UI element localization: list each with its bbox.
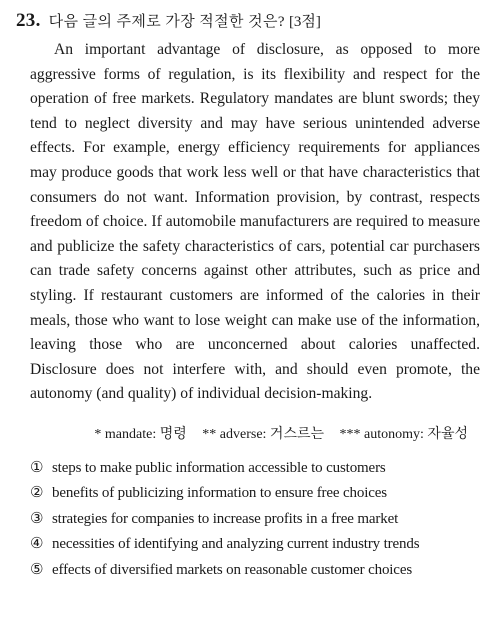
option-marker: ③ bbox=[30, 508, 44, 527]
answer-option-1[interactable] bbox=[30, 455, 482, 481]
option-text: effects of diversified markets on reasonable customer choices bbox=[52, 561, 413, 578]
footnote-mandate: * mandate: 명령 bbox=[94, 426, 187, 442]
option-text: steps to make public information accessible to customers bbox=[52, 459, 386, 476]
option-text: benefits of publicizing information to ensure free choices bbox=[52, 485, 387, 501]
question-prompt: 다음 글의 주제로 가장 적절한 것은? bbox=[48, 14, 285, 30]
footnote-adverse: ** adverse: 거스르는 bbox=[202, 426, 325, 442]
answer-option-3[interactable] bbox=[30, 506, 482, 532]
option-marker: ⑤ bbox=[30, 559, 44, 578]
passage-text: An important advantage of disclosure, as opposed to more aggressive forms of regulation, is its flexibility and respect for the operation of free markets. Regulatory mandates are blunt swords; they tend to neglect diversity and may have serious unintended adverse effects. For example, energy efficiency requirements for appliances may produce goods that work less well or that have characteristics that consumers do not want. Information provision, by contrast, respects freedom of choice. If automobile manufacturers are required to measure and publicize the safety characteristics of cars, potential car purchasers can trade safety concerns against other attributes, such as price and styling. If restaurant customers are informed of the calories in their meals, those who want to lose weight can make use of the information, leaving those who are unconcerned about calories unaffected. Disclosure does not interfere with, and should even promote, the autonomy (and quality) of individual decision-making. bbox=[30, 41, 480, 403]
option-marker: ① bbox=[30, 457, 44, 476]
option-text: necessities of identifying and analyzing current industry trends bbox=[52, 536, 420, 552]
question-header bbox=[16, 10, 482, 32]
answer-options bbox=[20, 455, 482, 583]
footnotes bbox=[20, 423, 482, 443]
option-marker: ② bbox=[30, 483, 44, 501]
answer-option-2[interactable] bbox=[30, 480, 482, 506]
footnote-autonomy: *** autonomy: 자율성 bbox=[339, 426, 468, 442]
answer-option-4[interactable] bbox=[30, 531, 482, 557]
option-marker: ④ bbox=[30, 534, 44, 552]
question-points: [3점] bbox=[288, 14, 321, 30]
option-text: strategies for companies to increase profits in a free market bbox=[52, 510, 399, 527]
answer-option-5[interactable] bbox=[30, 557, 482, 583]
question-number: 23. bbox=[16, 10, 41, 31]
